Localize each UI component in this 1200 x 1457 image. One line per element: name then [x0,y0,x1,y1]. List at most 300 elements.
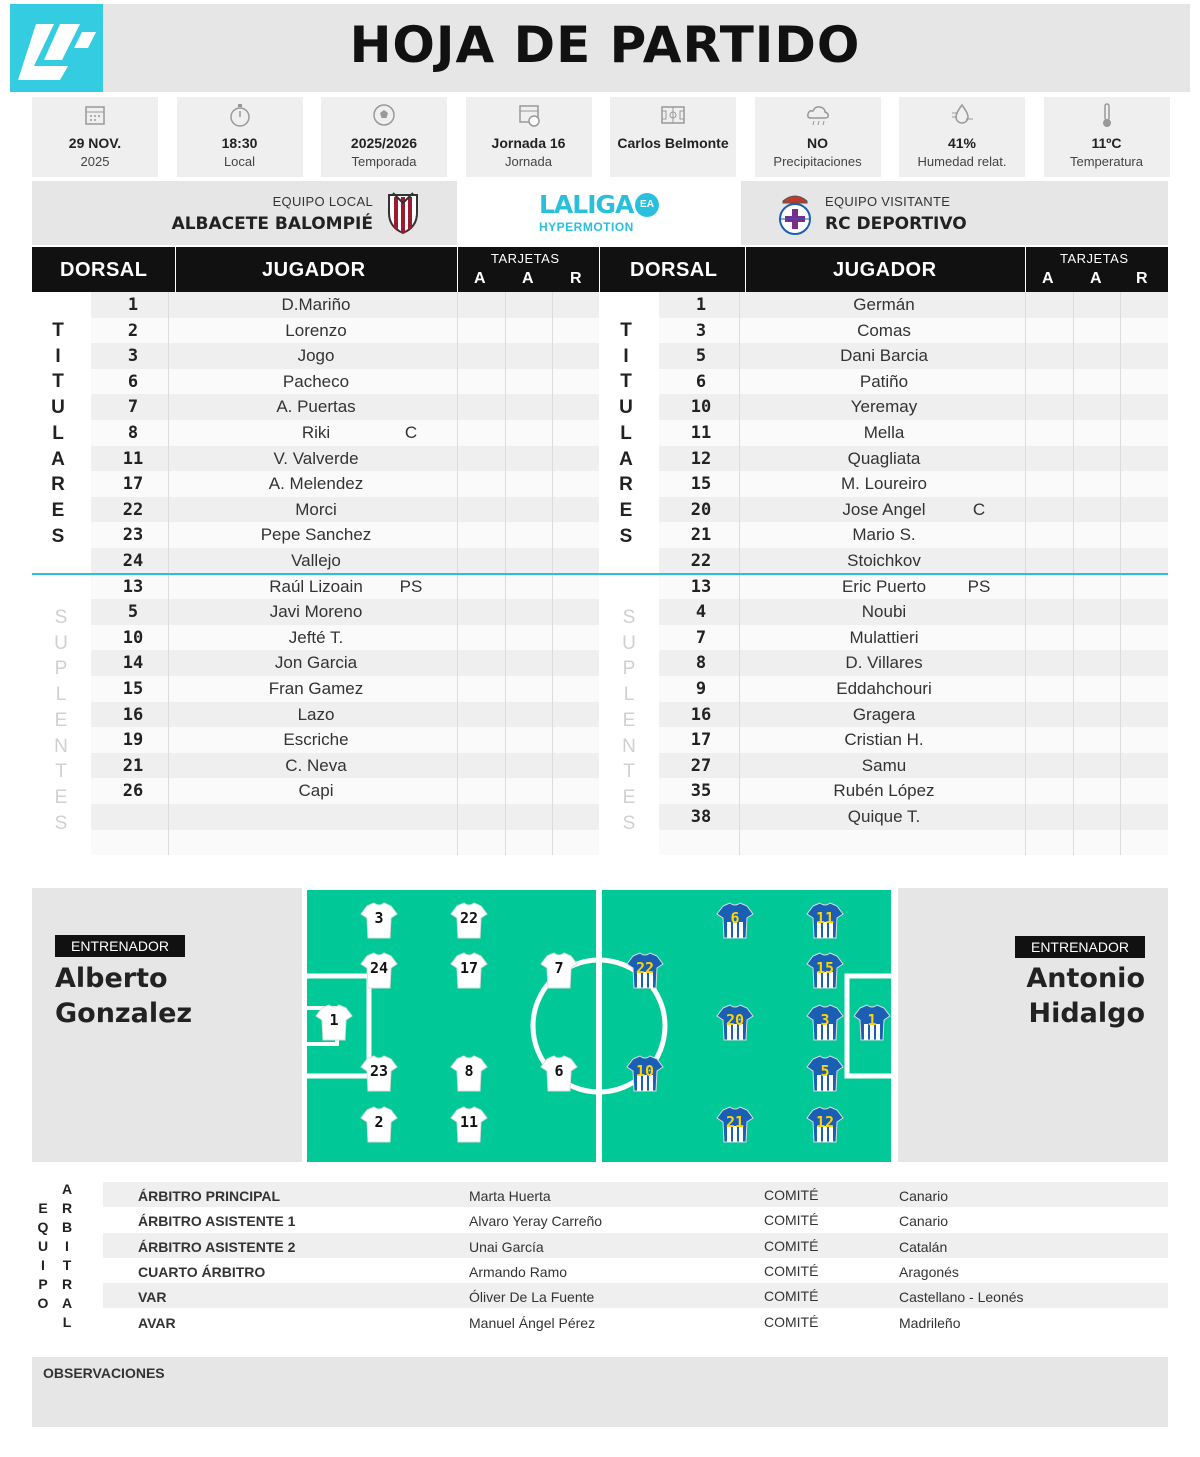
referee-row [103,1233,1168,1258]
home-suplentes-letter: E [54,709,68,731]
referee-name: Manuel Ángel Pérez [469,1314,596,1331]
away-coach-last: Hidalgo [1028,998,1145,1029]
equipo-letter: O [37,1295,49,1311]
away-coach-label: ENTRENADOR [1015,936,1145,958]
info-box-2 [177,97,303,177]
shirt-number: 8 [464,1062,474,1080]
player-name: Vallejo [291,551,341,570]
referee-role: ÁRBITRO PRINCIPAL [138,1188,281,1204]
player-name: Gragera [852,704,916,724]
home-jugador-header: JUGADOR [262,259,366,281]
pitch [307,890,891,1162]
player-name: Quagliata [847,448,921,468]
observaciones-label: OBSERVACIONES [43,1365,165,1381]
home-player-shirt [539,1055,579,1093]
away-subs-row [659,702,1168,728]
info-label: 2025 [80,154,110,169]
home-player-shirt [449,952,489,990]
info-box-6 [755,97,881,177]
player-name: Capi [298,781,334,801]
player-name: M. Loureiro [841,474,927,494]
shirt-number: 17 [459,959,479,977]
albacete-crest-icon [387,191,419,235]
player-tag: C [404,423,418,442]
home-player-shirt [359,1106,399,1144]
away-player-shirt [852,1004,892,1042]
referee-name: Marta Huerta [469,1188,551,1204]
player-name: Comas [857,320,911,340]
rain-cloud-icon [804,101,832,129]
away-subs-row [659,727,1168,753]
away-subs-row [659,778,1168,804]
referee-row [103,1258,1168,1283]
player-name: Jefté T. [288,627,344,647]
away-subs-row [659,625,1168,651]
away-jugador-header: JUGADOR [833,259,937,281]
referee-committee: Madrileño [899,1314,961,1331]
home-suplentes-letter: N [54,735,68,757]
info-value: 2025/2026 [350,135,418,151]
home-suplentes-letter: E [54,786,68,808]
info-label: Local [223,154,256,169]
shirt-number: 2 [374,1113,384,1131]
calendar-icon [81,101,109,129]
away-subs-row [659,676,1168,702]
away-subs-row [659,753,1168,779]
away-suplentes-letter: S [622,607,636,628]
away-team-box [741,181,1168,245]
away-suplentes-letter: P [622,658,636,680]
player-name: Eric Puerto [841,576,927,596]
away-tarjetas-header: TARJETAS [1060,251,1129,266]
player-number: 22 [690,551,712,571]
referee-committee: Canario [899,1188,949,1204]
info-box-4 [466,97,592,177]
shirt-number: 12 [815,1113,835,1131]
away-suplentes-letter: T [623,761,635,783]
player-number: 20 [690,499,712,520]
player-name: Patiño [859,371,909,391]
info-box-5 [610,97,736,177]
shirt-number: 3 [374,909,384,927]
player-name: Mella [863,423,905,442]
away-starters-row [659,420,1168,446]
player-number: 9 [695,679,707,699]
shirt-number: 7 [554,959,564,977]
referee-row [103,1283,1168,1308]
info-box-8 [1044,97,1170,177]
observaciones-box [32,1357,1168,1427]
referee-committee: Catalán [899,1238,948,1255]
away-suplentes-letter: S [622,812,636,834]
shirt-number: 11 [815,909,835,927]
home-titulares-letter: R [51,474,65,496]
player-number: 21 [690,525,712,546]
away-titulares-letter: U [619,397,633,419]
shirt-number: 23 [369,1062,389,1080]
equipo-letter: P [38,1276,48,1292]
shirt-number: 6 [730,909,740,927]
away-coach-first: Antonio [1026,963,1145,994]
shirt-number: 20 [725,1011,745,1029]
away-titulares-letter: R [619,474,633,496]
player-name: Stoichkov [847,551,921,570]
player-number: 17 [690,730,712,751]
arbitral-letter: B [61,1219,73,1235]
referee-name: Alvaro Yeray Carreño [469,1213,603,1230]
player-tag: PS [399,576,423,596]
away-starters-row [659,446,1168,472]
player-number: 1 [695,295,707,315]
player-number: 5 [695,346,707,367]
stadium-icon [659,101,687,129]
home-player-shirt [449,1106,489,1144]
home-titulares-letter: I [55,345,61,367]
away-card-a2: A [1090,270,1103,287]
player-number: 6 [695,371,707,392]
away-starters-row [659,343,1168,369]
player-number: 26 [122,781,144,802]
shirt-number: 15 [815,959,835,977]
home-team-name: ALBACETE BALOMPIÉ [171,214,373,234]
away-titulares-letter: T [620,371,632,393]
referee-committee: Aragonés [899,1263,959,1280]
player-number: 8 [695,653,707,674]
shirt-number: 6 [554,1062,564,1080]
arbitral-letter: A [61,1181,73,1197]
info-box-1 [32,97,158,177]
arbitral-letter: A [61,1295,73,1311]
page-title: HOJA DE PARTIDO [349,16,861,74]
comite-label: COMITÉ [764,1313,819,1330]
player-number: 10 [690,397,712,418]
referee-role: ÁRBITRO ASISTENTE 2 [138,1238,296,1255]
player-name: Mario S. [852,525,916,545]
player-name: Lorenzo [285,320,347,340]
player-name: Cristian H. [844,730,924,750]
away-player-shirt [715,1004,755,1042]
info-value: 29 NOV. [68,135,122,151]
away-suplentes-letter: E [622,786,636,808]
home-titulares-letter: E [51,499,65,521]
info-box-7 [899,97,1025,177]
shirt-number: 22 [635,959,655,977]
deportivo-crest-icon [775,189,815,237]
player-name: Riki [301,423,331,442]
player-number: 14 [122,653,144,674]
away-player-shirt [715,1106,755,1144]
info-label: Temporada [351,154,417,169]
home-titulares-letter: L [52,422,64,444]
comite-label: COMITÉ [764,1262,819,1279]
player-number: 15 [122,679,144,699]
away-card-r: R [1136,270,1149,287]
arbitral-letter: I [65,1238,69,1254]
home-team-label: EQUIPO LOCAL [272,194,373,209]
home-suplentes-letter: S [54,812,68,834]
home-player-shirt [539,952,579,990]
player-name: Eddahchouri [836,679,932,698]
player-name: Fran Gamez [268,679,364,698]
equipo-letter: E [38,1200,48,1216]
info-value: 41% [947,135,977,151]
shirt-number: 21 [725,1113,745,1131]
away-subs-row [659,804,1168,830]
info-value: NO [807,135,828,151]
arbitral-letter: R [61,1200,73,1216]
home-tarjetas-header: TARJETAS [491,251,560,266]
home-titulares-letter: A [51,448,65,470]
player-name: Pacheco [282,371,350,391]
stopwatch-icon [226,101,254,129]
player-number: 3 [127,346,139,367]
comite-label: COMITÉ [764,1237,819,1254]
player-name: Javi Moreno [269,602,363,622]
info-value: Jornada 16 [491,135,566,151]
shirt-number: 5 [820,1062,830,1080]
player-number: 19 [122,730,144,751]
info-box-3 [321,97,447,177]
player-tag: PS [967,576,991,596]
player-number: 10 [122,627,144,648]
away-titulares-letter: S [619,525,633,547]
player-name: Noubi [861,602,907,622]
humidity-icon [948,101,976,129]
player-number: 17 [122,474,144,495]
player-number: 4 [695,602,707,623]
comite-label: COMITÉ [764,1212,819,1229]
player-name: Samu [861,755,907,775]
referee-committee: Castellano - Leonés [899,1289,1024,1306]
home-suplentes-letter: U [54,632,68,654]
home-suplentes-letter: L [55,684,67,706]
player-number: 7 [695,627,707,648]
away-suplentes-letter: L [623,684,635,706]
player-number: 16 [690,704,712,725]
player-name: C. Neva [285,755,347,775]
player-name: D. Villares [845,653,923,673]
player-number: 8 [127,423,139,443]
away-suplentes-letter: E [622,709,636,731]
away-team-label: EQUIPO VISITANTE [825,194,951,209]
away-table-header [600,247,1168,292]
equipo-letter: U [37,1238,49,1254]
away-player-shirt [805,902,845,940]
home-player-shirt [359,1055,399,1093]
equipo-letter: I [41,1257,45,1273]
away-player-shirt [805,1004,845,1042]
away-card-a1: A [1042,270,1055,287]
home-card-r: R [570,270,583,287]
info-label: Jornada [505,154,552,169]
arbitral-letter: T [62,1257,72,1273]
player-name: Lazo [297,704,335,724]
equipo-letter: Q [37,1219,49,1235]
shirt-number: 3 [820,1011,830,1029]
thermometer-icon [1093,101,1121,129]
info-value: Carlos Belmonte [617,135,729,151]
referee-row [103,1207,1168,1232]
away-player-shirt [805,1055,845,1093]
shirt-number: 1 [329,1011,339,1029]
away-titulares-letter: T [620,320,632,341]
arbitral-letter: L [62,1314,72,1330]
player-name: Morci [295,499,337,519]
player-number: 13 [690,576,712,597]
home-player-shirt [359,952,399,990]
shirt-number: 10 [635,1062,655,1080]
player-number: 6 [127,371,139,392]
away-player-shirt [715,902,755,940]
player-name: Mulattieri [849,627,919,647]
player-tag: C [972,499,986,519]
away-team-name: RC DEPORTIVO [825,214,967,234]
away-subs-row [659,599,1168,625]
info-label: Precipitaciones [773,154,862,169]
away-dorsal-header: DORSAL [630,259,718,281]
away-player-shirt [805,952,845,990]
referee-committee: Canario [899,1213,949,1230]
shirt-number: 11 [459,1113,479,1131]
away-subs-row [659,650,1168,676]
player-name: A. Puertas [276,397,356,417]
away-starters-row [659,292,1168,318]
home-card-a2: A [522,270,535,287]
league-name: LALIGA [539,190,634,219]
player-number: 15 [690,474,712,495]
away-suplentes-letter: U [622,632,636,654]
player-name: Escriche [283,730,349,750]
player-name: D.Mariño [281,295,351,314]
home-player-shirt [449,1055,489,1093]
info-value: 11ºC [1091,135,1122,151]
player-number: 3 [695,320,707,341]
player-name: Germán [853,295,915,314]
league-sub: HYPERMOTION [539,220,634,234]
player-name: Yeremay [850,397,918,417]
referee-role: CUARTO ÁRBITRO [138,1263,266,1280]
away-coach-box [898,888,1168,1162]
league-logo-box [457,181,741,245]
player-number: 35 [690,781,712,802]
player-number: 11 [122,448,144,469]
away-titulares-letter: A [619,448,633,470]
shirt-number: 22 [459,909,479,927]
home-team-box [32,181,457,245]
player-number: 23 [122,525,144,546]
player-name: Jose Angel [842,499,926,519]
home-coach-label: ENTRENADOR [55,935,185,957]
schedule-icon [515,101,543,129]
player-number: 16 [122,704,144,725]
away-player-shirt [625,952,665,990]
player-number: 27 [690,755,712,776]
referee-row [103,1309,1168,1334]
away-subs-row [659,830,1168,856]
player-name: Jogo [297,346,335,366]
referee-role: AVAR [138,1314,176,1331]
referee-role: VAR [138,1289,167,1306]
player-name: Quique T. [847,807,921,826]
comite-label: COMITÉ [764,1187,819,1203]
home-dorsal-header: DORSAL [60,259,148,281]
info-value: 18:30 [221,135,258,151]
player-number: 7 [127,397,139,418]
player-number: 11 [690,423,712,443]
player-number: 24 [122,551,144,571]
home-table-header [32,247,599,292]
away-titulares-letter: I [623,345,629,367]
shirt-number: 24 [369,959,389,977]
ea-badge-icon: EA [635,193,659,217]
arbitral-letter: R [61,1276,73,1292]
home-suplentes-letter: P [54,658,68,680]
home-coach-last: Gonzalez [55,998,193,1029]
away-player-shirt [625,1055,665,1093]
info-label: Temperatura [1070,154,1143,169]
away-starters-row [659,318,1168,344]
away-player-shirt [805,1106,845,1144]
player-number: 2 [127,320,139,341]
home-titulares-letter: T [52,320,64,341]
referee-name: Óliver De La Fuente [469,1289,595,1306]
home-titulares-letter: S [51,525,65,547]
player-number: 22 [122,499,144,520]
player-name: Pepe Sanchez [260,525,372,545]
home-card-a1: A [474,270,487,287]
home-titulares-letter: T [52,371,64,393]
away-subs-row [659,574,1168,600]
laliga-logo [10,4,103,92]
away-titulares-letter: E [619,499,633,521]
player-name: A. Melendez [268,474,364,494]
away-starters-row [659,394,1168,420]
player-number: 38 [690,807,712,827]
away-starters-row [659,497,1168,523]
player-number: 5 [127,602,139,623]
away-starters-row [659,548,1168,574]
shirt-number: 1 [867,1011,877,1029]
player-name: Rubén López [833,781,935,801]
player-number: 13 [122,576,144,597]
referee-name: Armando Ramo [469,1263,568,1280]
away-titulares-letter: L [620,422,632,444]
away-suplentes-letter: N [622,735,636,757]
soccer-ball-icon [370,101,398,129]
comite-label: COMITÉ [764,1288,819,1305]
away-starters-row [659,522,1168,548]
referee-name: Unai García [469,1238,544,1255]
home-player-shirt [359,902,399,940]
home-coach-box [32,888,302,1162]
home-player-shirt [449,902,489,940]
away-starters-row [659,369,1168,395]
player-number: 1 [127,295,139,315]
home-suplentes-letter: S [54,607,68,628]
player-name: V. Valverde [273,448,359,468]
referee-role: ÁRBITRO ASISTENTE 1 [138,1213,296,1230]
player-name: Dani Barcia [840,346,928,366]
referee-row [103,1182,1168,1207]
away-starters-row [659,471,1168,497]
home-player-shirt [314,1004,354,1042]
player-name: Raúl Lizoain [269,576,363,596]
subs-divider-line [32,573,1168,575]
player-name: Jon Garcia [274,653,358,673]
info-label: Humedad relat. [917,154,1007,169]
home-suplentes-letter: T [55,761,67,783]
player-number: 21 [122,755,144,776]
